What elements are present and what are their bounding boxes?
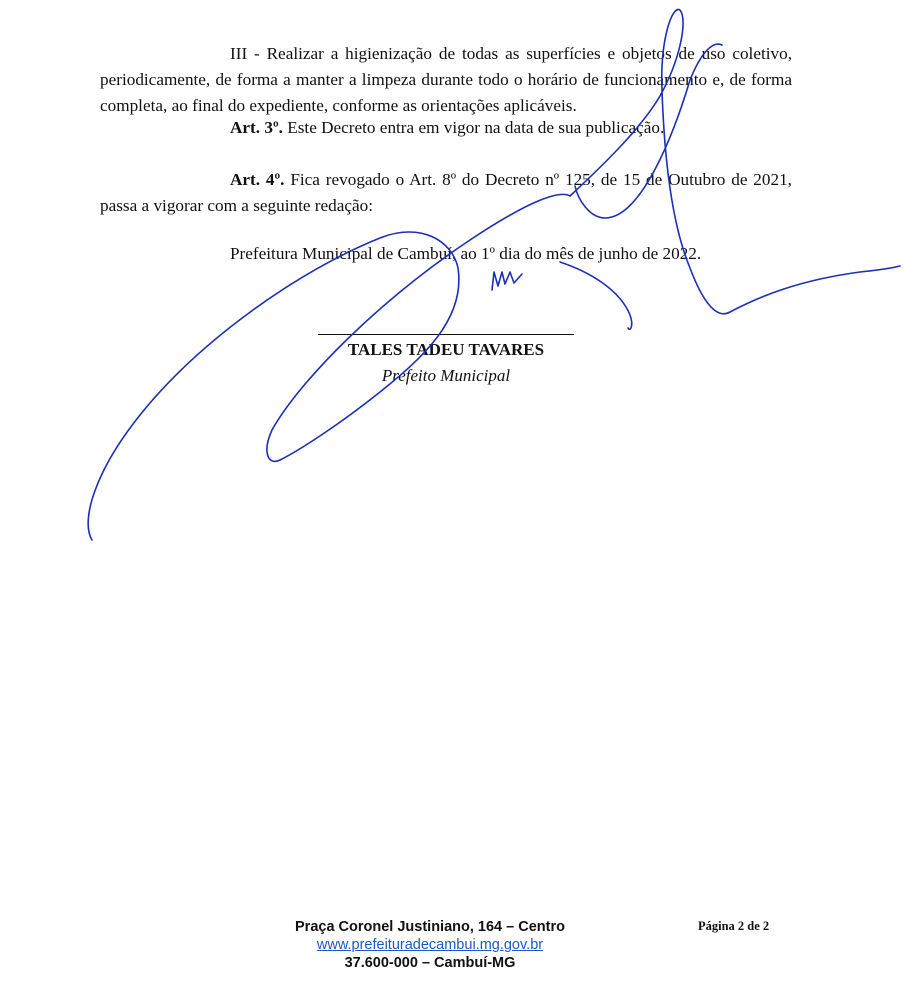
footer-address-block [250,918,610,972]
footer-postal: 37.600-000 – Cambuí-MG [344,955,516,971]
article-4 [100,167,792,219]
closing-date-line: Prefeitura Municipal de Cambuí, ao 1º dia do mês de junho de 2022. [230,244,702,263]
signature-small-scribble [492,272,522,290]
paragraph-iii: III - Realizar a higienização de todas as superfícies e objetos de uso coletivo, periodicamente, de forma a manter a limpeza durante todo o horário de funcionamento e, de forma completa, ao final do expediente, conforme as orientações aplicáveis. [100,44,792,115]
signatory-role: Prefeito Municipal [381,366,511,385]
footer-address: Praça Coronel Justiniano, 164 – Centro [295,919,565,935]
signature-lower-curve [560,262,632,329]
signature-line [318,334,574,335]
article-4-label: Art. 4º. [230,170,285,189]
article-3-text: Este Decreto entra em vigor na data de sua publicação. [282,118,665,137]
page-number: Página 2 de 2 [698,919,770,933]
article-3 [100,115,792,141]
footer-website-link[interactable]: www.prefeituradecambui.mg.gov.br [316,937,544,953]
article-4-text: Fica revogado o Art. 8º do Decreto nº 125, de 15 de Outubro de 2021, passa a vigorar com a seguinte redação: [100,170,792,215]
signatory-name: TALES TADEU TAVARES [347,340,545,359]
article-3-label: Art. 3º. [230,118,283,137]
